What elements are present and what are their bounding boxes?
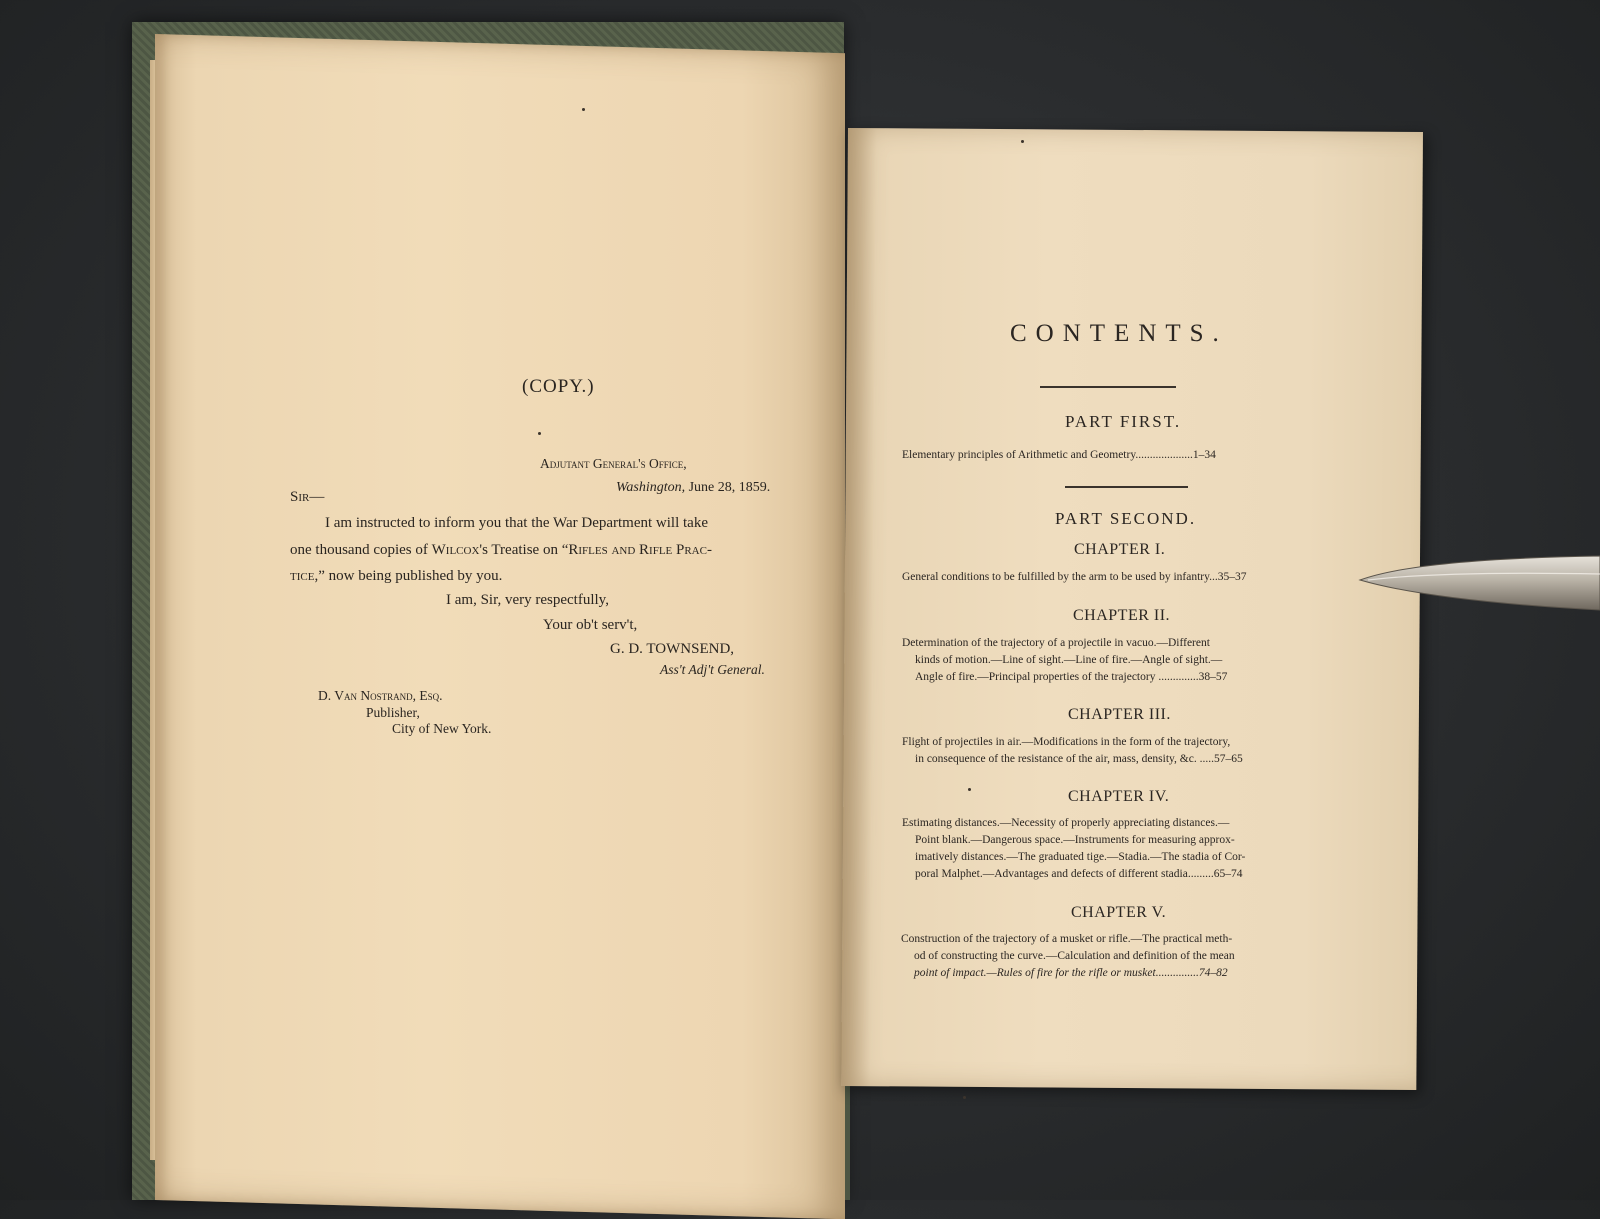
part-first-heading: PART FIRST. <box>1065 412 1182 431</box>
chapter-heading: CHAPTER II. <box>1073 607 1171 624</box>
addressee-city: City of New York. <box>392 721 492 736</box>
book-title: tice <box>290 568 315 584</box>
paper-speck <box>968 788 971 791</box>
closing-line: I am, Sir, very respectfully, <box>446 592 609 608</box>
toc-entry: point of impact.—Rules of fire for the rifle or musket...............74–82 <box>914 967 1228 979</box>
signer-name: G. D. TOWNSEND, <box>610 641 735 657</box>
addressee-name: D. Van Nostrand, Esq. <box>318 688 443 703</box>
divider-rule <box>1040 386 1176 388</box>
dateline-place: Washington, <box>616 480 686 495</box>
toc-entry: Flight of projectiles in air.—Modifications in the form of the trajectory, <box>902 736 1231 748</box>
toc-entry: imatively distances.—The graduated tige.—Stadia.—The stadia of Cor- <box>915 851 1246 863</box>
toc-entry: in consequence of the resistance of the air, mass, density, &c. .....57–65 <box>915 753 1243 765</box>
letter-opener-icon <box>1358 552 1600 612</box>
addressee-role: Publisher, <box>366 705 420 720</box>
letter-text: one thousand copies of <box>290 542 432 558</box>
divider-rule <box>1065 486 1188 488</box>
toc-entry: od of constructing the curve.—Calculation and definition of the mean <box>914 950 1235 962</box>
paper-speck <box>963 1096 966 1099</box>
toc-entry: Angle of fire.—Principal properties of the trajectory ..............38–57 <box>915 671 1228 683</box>
toc-entry: Elementary principles of Arithmetic and Geometry....................1–34 <box>902 449 1216 461</box>
toc-entry: poral Malphet.—Advantages and defects of different stadia.........65–74 <box>915 868 1243 880</box>
salutation: Sir— <box>290 489 325 505</box>
chapter-heading: CHAPTER III. <box>1068 706 1171 723</box>
copy-label: (COPY.) <box>522 376 595 397</box>
paper-speck <box>1021 140 1024 143</box>
toc-entry: Determination of the trajectory of a projectile in vacuo.—Different <box>902 637 1210 649</box>
dateline-date: June 28, 1859. <box>685 480 771 495</box>
letter-body-line: I am instructed to inform you that the War Department will take <box>325 515 708 531</box>
paper-speck <box>538 432 541 435</box>
part-second-heading: PART SECOND. <box>1055 509 1197 528</box>
toc-entry: Construction of the trajectory of a musket or rifle.—The practical meth- <box>901 933 1233 945</box>
book-title: Rifles and Rifle Prac- <box>568 542 712 558</box>
toc-entry: kinds of motion.—Line of sight.—Line of fire.—Angle of sight.— <box>915 654 1223 666</box>
closing-line: Your ob't serv't, <box>543 617 638 633</box>
dateline <box>616 480 770 496</box>
toc-entry: Estimating distances.—Necessity of properly appreciating distances.— <box>902 817 1230 829</box>
chapter-heading: CHAPTER IV. <box>1068 788 1170 805</box>
letter-text: 's Treatise on “ <box>479 542 569 558</box>
letter-text: ,” now being published by you. <box>314 568 503 584</box>
contents-title: CONTENTS. <box>1010 320 1228 347</box>
letter-body-line <box>290 542 712 559</box>
author-name: Wilcox <box>431 542 480 558</box>
chapter-heading: CHAPTER V. <box>1071 904 1167 921</box>
left-page <box>155 34 845 1219</box>
paper-speck <box>582 108 585 111</box>
office-line: Adjutant General's Office, <box>540 456 687 471</box>
signer-title: Ass't Adj't General. <box>660 662 765 677</box>
toc-entry: Point blank.—Dangerous space.—Instruments for measuring approx- <box>915 834 1235 846</box>
toc-entry: General conditions to be fulfilled by the arm to be used by infantry...35–37 <box>902 571 1247 583</box>
letter-body-line <box>290 568 502 585</box>
chapter-heading: CHAPTER I. <box>1074 541 1166 558</box>
